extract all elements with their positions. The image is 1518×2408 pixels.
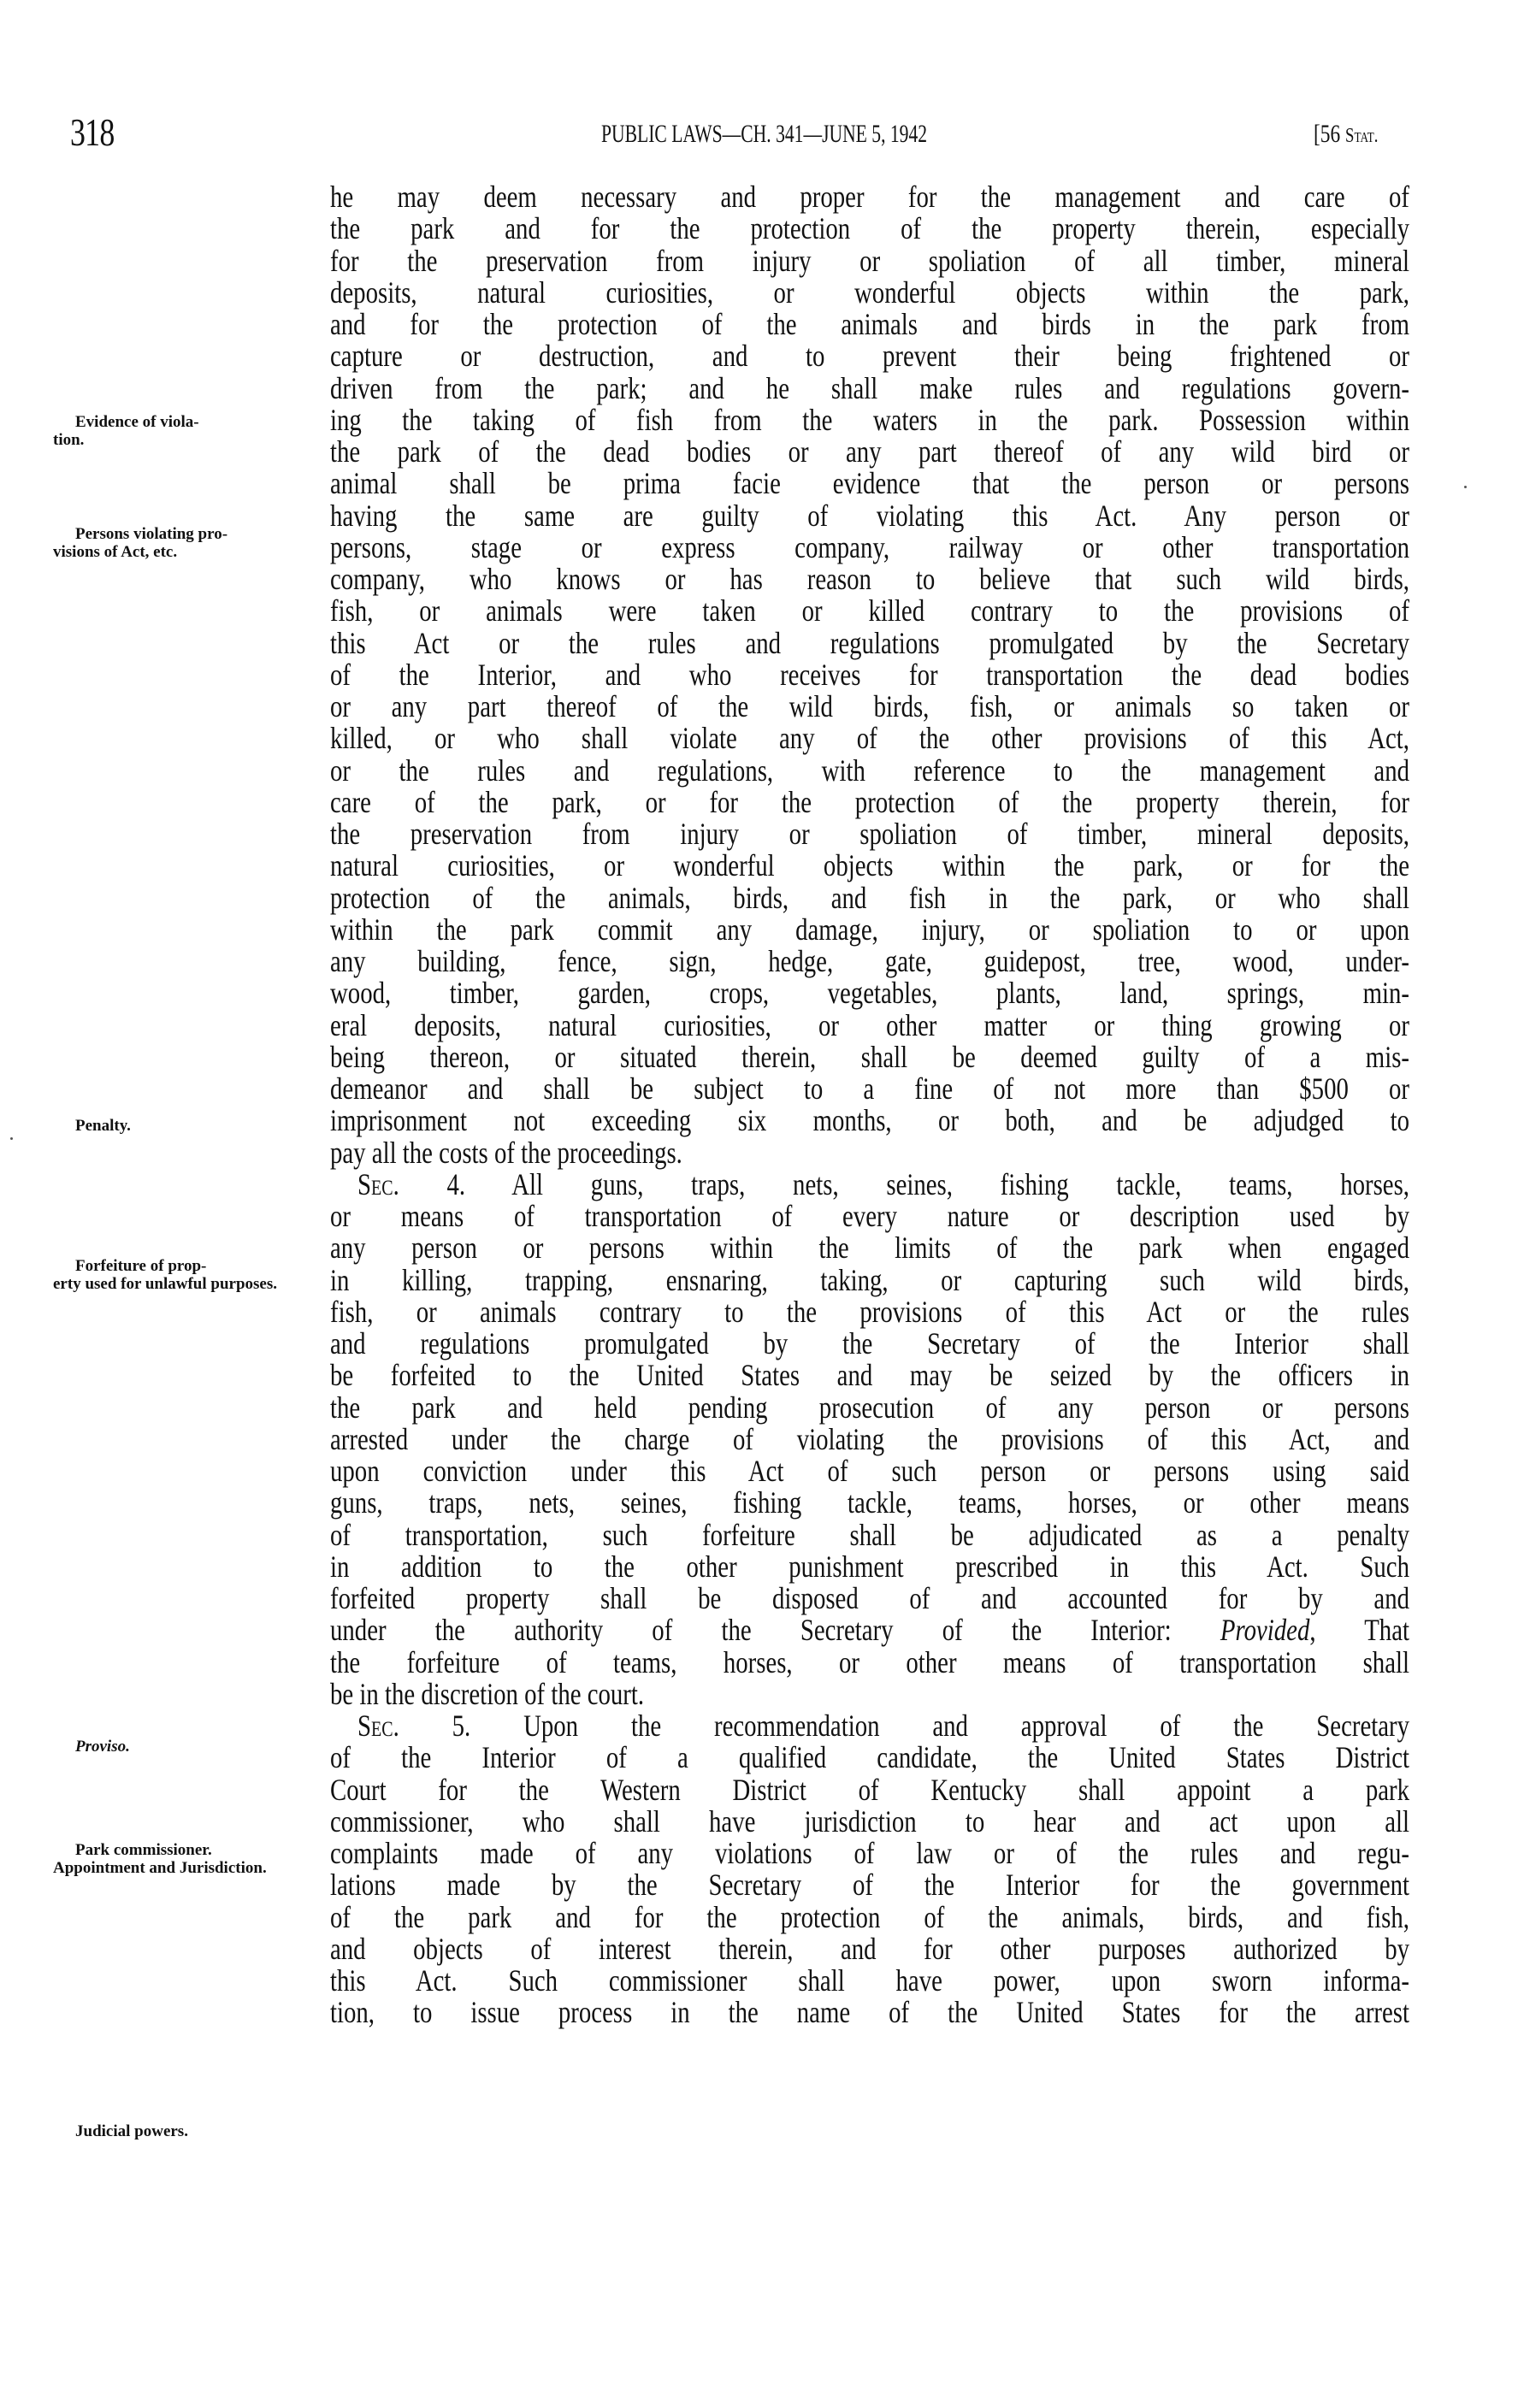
body-line xyxy=(330,1583,1409,1614)
margin-note-penalty xyxy=(53,1117,301,1135)
body-line xyxy=(330,946,1409,977)
margin-note-line: Proviso. xyxy=(75,1738,130,1756)
body-line-text: in addition to the other punishment prescribed in this Act. Such xyxy=(330,1549,1409,1584)
margin-note-line: Penalty. xyxy=(75,1117,131,1135)
body-line-text: this Act or the rules and regulations promulgated by the Secretary xyxy=(330,625,1409,660)
body-line xyxy=(330,1551,1409,1583)
body-line-text: be in the discretion of the court. xyxy=(330,1676,645,1711)
body-line-text: arrested under the charge of violating the provisions of this Act, and xyxy=(330,1421,1409,1456)
body-line xyxy=(330,977,1409,1009)
body-line xyxy=(330,850,1409,882)
margin-note-park-commissioner xyxy=(53,1841,301,1877)
body-line-text: wood, timber, garden, crops, vegetables, plants, land, springs, min- xyxy=(330,976,1409,1011)
body-line xyxy=(330,1262,1409,1297)
body-line xyxy=(330,1517,1409,1552)
body-line xyxy=(330,1644,1409,1679)
body-line-text: capture or destruction, and to prevent their being frightened or xyxy=(330,339,1409,374)
margin-note-line: tion. xyxy=(53,431,85,449)
body-line-text: any person or persons within the limits of the park when engaged xyxy=(330,1231,1409,1266)
body-line-text: of the Interior of a qualified candidate, the United States District xyxy=(330,1740,1409,1775)
body-line-text: commissioner, who shall have jurisdiction to hear and act upon all xyxy=(330,1803,1409,1838)
statute-body-text xyxy=(330,181,1409,2029)
body-line xyxy=(330,1899,1409,1934)
body-line-text: lations made by the Secretary of the Interior for the government xyxy=(330,1868,1409,1903)
body-line xyxy=(330,882,1409,914)
body-line xyxy=(330,818,1409,850)
body-line xyxy=(330,309,1409,340)
body-line xyxy=(330,370,1409,405)
body-line xyxy=(330,752,1409,788)
body-line xyxy=(330,564,1409,595)
margin-note-line: Persons violating pro- xyxy=(75,525,228,543)
body-line-text: care of the park, or for the protection of the property therein, for xyxy=(330,784,1409,819)
body-line xyxy=(330,1838,1409,1869)
body-line xyxy=(330,1676,1409,1711)
body-line xyxy=(330,1742,1409,1774)
body-line xyxy=(330,691,1409,723)
body-line xyxy=(330,468,1409,499)
body-line-text: ing the taking of fish from the waters in the park. Possession within xyxy=(330,402,1409,437)
body-line-text: imprisonment not exceeding six months, or both, and be adjudged to xyxy=(330,1103,1409,1138)
body-line-text: persons, stage or express company, railway or other transportation xyxy=(330,529,1409,564)
body-line-text: pay all the costs of the proceedings. xyxy=(330,1135,682,1170)
body-line xyxy=(330,914,1409,946)
body-line xyxy=(330,625,1409,660)
margin-note-forfeiture xyxy=(53,1257,301,1293)
body-line xyxy=(330,245,1409,277)
body-line xyxy=(330,784,1409,819)
body-line-text: demeanor and shall be subject to a fine of not more than $500 or xyxy=(330,1071,1409,1106)
body-line xyxy=(330,595,1409,627)
running-header xyxy=(0,109,1518,152)
body-line-text: he may deem necessary and proper for the management and care of xyxy=(330,180,1409,214)
body-line xyxy=(330,404,1409,436)
body-line xyxy=(330,274,1409,310)
body-line xyxy=(330,1614,1409,1646)
body-line-text: be forfeited to the United States and may be seized by the officers in xyxy=(330,1358,1409,1393)
margin-note-line: Forfeiture of prop- xyxy=(75,1257,207,1275)
body-line-text: of transportation, such forfeiture shall be adjudicated as a penalty xyxy=(330,1517,1409,1552)
body-line-text: and for the protection of the animals and birds in the park from xyxy=(330,307,1409,341)
body-line-text: forfeited property shall be disposed of and accounted for by and xyxy=(330,1581,1409,1615)
scan-speck xyxy=(10,1137,13,1140)
body-line xyxy=(330,1933,1409,1965)
margin-note-line: Judicial powers. xyxy=(75,2122,188,2140)
body-line-text: this Act. Such commissioner shall have power, upon sworn informa- xyxy=(330,1963,1409,1998)
body-line-text: in killing, trapping, ensnaring, taking, or capturing such wild birds, xyxy=(330,1262,1409,1297)
proviso-term: Provided xyxy=(1220,1613,1310,1648)
body-line xyxy=(330,1166,1410,1201)
body-line xyxy=(330,1105,1409,1136)
body-line-text: the park of the dead bodies or any part thereof of any wild bird or xyxy=(330,434,1409,469)
body-line-text: Sec. 4. All guns, traps, nets, seines, fishing tackle, teams, horses, xyxy=(357,1166,1410,1201)
body-line-text: upon conviction under this Act of such person or persons using said xyxy=(330,1454,1409,1488)
body-line xyxy=(330,1073,1409,1105)
body-line-text: tion, to issue process in the name of the United States for the arrest xyxy=(330,1995,1409,2030)
body-line-text: guns, traps, nets, seines, fishing tackle, teams, horses, or other means xyxy=(330,1485,1409,1520)
margin-note-line: Evidence of viola- xyxy=(75,413,199,431)
body-line-text: under the authority of the Secretary of the Interior: Provided, That xyxy=(330,1613,1409,1648)
body-line-text: killed, or who shall violate any of the other provisions of this Act, xyxy=(330,721,1409,756)
body-line-text: natural curiosities, or wonderful objects within the park, or for the xyxy=(330,848,1409,883)
body-line-text: eral deposits, natural curiosities, or other matter or thing growing or xyxy=(330,1007,1409,1042)
body-line-text: any building, fence, sign, hedge, gate, guidepost, tree, wood, under- xyxy=(330,944,1409,978)
body-line xyxy=(330,1803,1409,1838)
body-line-text: of the Interior, and who receives for transportation the dead bodies xyxy=(330,657,1409,692)
body-line xyxy=(330,1455,1409,1487)
margin-note-line: Park commissioner. xyxy=(75,1841,212,1859)
body-line xyxy=(330,1007,1409,1042)
body-line xyxy=(330,1328,1409,1360)
scan-speck xyxy=(1464,486,1467,488)
body-line xyxy=(330,1965,1409,1997)
body-line xyxy=(330,340,1409,372)
body-line xyxy=(330,1869,1409,1901)
body-line-text: the park and for the protection of the property therein, especially xyxy=(330,211,1409,246)
body-line-text: being thereon, or situated therein, shall be deemed guilty of a mis- xyxy=(330,1039,1409,1074)
margin-note-line: erty used for unlawful purposes. xyxy=(53,1275,277,1293)
body-line xyxy=(330,1232,1409,1264)
body-line-text: or the rules and regulations, with reference to the management and xyxy=(330,752,1409,788)
body-line xyxy=(330,1296,1409,1328)
body-line xyxy=(330,181,1409,213)
section-label: Sec. xyxy=(357,1709,452,1743)
body-line-text: or any part thereof of the wild birds, fish, or animals so taken or xyxy=(330,689,1409,723)
body-line-text: deposits, natural curiosities, or wonderful objects within the park, xyxy=(330,274,1409,310)
body-line-text: fish, or animals were taken or killed contrary to the provisions of xyxy=(330,593,1409,629)
margin-note-evidence xyxy=(53,413,301,449)
body-line-text: and objects of interest therein, and for other purposes authorized by xyxy=(330,1931,1409,1966)
body-line xyxy=(330,1774,1409,1806)
body-line-text: driven from the park; and he shall make rules and regulations govern- xyxy=(330,370,1409,405)
body-line xyxy=(330,1039,1409,1074)
body-line xyxy=(330,529,1409,564)
body-line xyxy=(330,1201,1409,1232)
body-line xyxy=(330,659,1409,691)
body-line xyxy=(330,1360,1409,1391)
body-line xyxy=(330,1137,1409,1169)
margin-note-proviso xyxy=(53,1738,301,1756)
body-line-text: of the park and for the protection of the animals, birds, and fish, xyxy=(330,1899,1409,1934)
volume-prefix: [56 xyxy=(1314,120,1346,148)
body-line-text: company, who knows or has reason to believe that such wild birds, xyxy=(330,562,1409,596)
body-line xyxy=(330,213,1409,245)
body-line xyxy=(330,500,1409,532)
volume-abbrev: Stat. xyxy=(1345,125,1379,147)
body-line-text: within the park commit any damage, injury, or spoliation to or upon xyxy=(330,912,1409,947)
body-line xyxy=(330,1421,1409,1456)
body-line-text: protection of the animals, birds, and fish in the park, or who shall xyxy=(330,880,1409,915)
body-line xyxy=(330,723,1409,754)
margin-note-line: visions of Act, etc. xyxy=(53,543,178,561)
body-line-text: and regulations promulgated by the Secretary of the Interior shall xyxy=(330,1326,1409,1360)
statute-volume xyxy=(1314,120,1378,149)
body-line-text: the forfeiture of teams, horses, or other means of transportation shall xyxy=(330,1644,1409,1679)
body-line-text: Sec. 5. Upon the recommendation and approval of the Secretary xyxy=(357,1709,1410,1743)
body-line-text: fish, or animals contrary to the provisions of this Act or the rules xyxy=(330,1294,1409,1329)
section-label: Sec. xyxy=(357,1166,447,1201)
body-line-text: or means of transportation of every nature or description used by xyxy=(330,1199,1409,1233)
body-line-text: animal shall be prima facie evidence that the person or persons xyxy=(330,466,1409,501)
body-line xyxy=(330,436,1409,468)
body-line-text: complaints made of any violations of law or of the rules and regu- xyxy=(330,1836,1409,1870)
margin-note-persons-violating xyxy=(53,525,301,561)
page-number: 318 xyxy=(70,110,115,154)
body-line-text: Court for the Western District of Kentucky shall appoint a park xyxy=(330,1772,1409,1807)
body-line-text: the preservation from injury or spoliation of timber, mineral deposits, xyxy=(330,817,1409,851)
running-title: PUBLIC LAWS—CH. 341—JUNE 5, 1942 xyxy=(601,120,928,148)
body-line xyxy=(330,1997,1409,2028)
margin-note-judicial-powers xyxy=(53,2122,301,2140)
body-line xyxy=(330,1487,1409,1519)
margin-note-line: Appointment and Jurisdiction. xyxy=(53,1859,267,1877)
body-line-text: having the same are guilty of violating this Act. Any person or xyxy=(330,498,1409,533)
body-line-text: the park and held pending prosecution of any person or persons xyxy=(330,1390,1409,1425)
body-line xyxy=(330,1392,1409,1424)
body-line xyxy=(330,1710,1409,1742)
body-line-text: for the preservation from injury or spoliation of all timber, mineral xyxy=(330,243,1409,278)
